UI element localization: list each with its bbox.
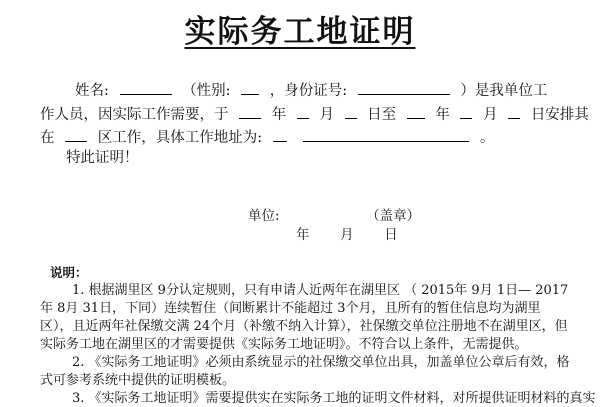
start-month-label: 月 xyxy=(319,107,334,123)
start-year-label: 年 xyxy=(271,107,287,123)
closing-line xyxy=(66,149,139,167)
gender-label: （性别: xyxy=(182,83,231,99)
notes-line-3: 区），且近两年社保缴交满 24个月（补缴不纳入计算），社保缴交单位注册地不在湖里区，但 xyxy=(40,319,568,334)
notes-line-4: 实际务工地在湖里区的才需要提供《实际务工地证明》。不符合以上条件，无需提供。 xyxy=(40,337,528,352)
end-month-label: 月 xyxy=(483,107,498,123)
start-month-blank[interactable] xyxy=(297,104,309,119)
sign-day-label: 日 xyxy=(384,227,398,243)
name-blank[interactable] xyxy=(120,80,172,95)
unit-label: 单位: xyxy=(248,208,280,224)
name-label: 姓名: xyxy=(75,83,109,99)
end-year-blank[interactable] xyxy=(407,104,425,119)
notes-title: 说明： xyxy=(50,265,88,280)
day-to-label: 日至 xyxy=(367,107,397,123)
id-number-blank[interactable] xyxy=(358,80,450,95)
seal-label: （盖章） xyxy=(366,208,421,224)
district-blank[interactable] xyxy=(65,127,87,142)
address-period: 。 xyxy=(479,130,495,146)
id-label: ，身份证号: xyxy=(269,83,348,99)
signature-date-line xyxy=(296,226,398,244)
end-year-label: 年 xyxy=(435,107,450,123)
end-day-blank[interactable] xyxy=(508,104,520,119)
signature-unit-line xyxy=(248,207,420,225)
notes-line-7: 3. 《实际务工地证明》需要提供实在实际务工地的证明文件材料，对所提供证明材料的真实 xyxy=(72,391,596,406)
body-line-3 xyxy=(40,127,494,147)
end-month-blank[interactable] xyxy=(460,104,472,119)
line1-end: ）是我单位工 xyxy=(460,83,548,99)
body-line-1 xyxy=(75,80,547,100)
notes-line-2: 年 8月 31日，下同）连续暂住（间断累计不能超过 3个月，且所有的暂住信息均为湖里 xyxy=(40,301,541,316)
start-day-blank[interactable] xyxy=(345,104,357,119)
address-blank-short[interactable] xyxy=(273,127,287,142)
line2-end: 日安排其 xyxy=(530,107,589,123)
start-year-blank[interactable] xyxy=(239,104,261,119)
line3-start: 在 xyxy=(40,130,55,146)
notes-line-6: 式可参考系统中提供的证明模板。 xyxy=(40,373,236,388)
gender-blank[interactable] xyxy=(241,80,259,95)
document-title: 实际务工地证明 xyxy=(184,14,416,50)
closing-text: 特此证明！ xyxy=(66,150,139,166)
line2-start: 作人员，因实际工作需要，于 xyxy=(40,107,229,123)
address-blank[interactable] xyxy=(303,127,469,142)
notes-line-5: 2. 《实际务工地证明》必须由系统显示的社保缴交单位出具，加盖单位公章后有效，格 xyxy=(72,355,570,370)
sign-month-label: 月 xyxy=(340,227,354,243)
sign-year-label: 年 xyxy=(296,227,310,243)
body-line-2 xyxy=(40,104,589,124)
district-work-label: 区工作，具体工作地址为: xyxy=(97,130,263,146)
notes-line-1: 1. 根据湖里区 9分认定规则，只有申请人近两年在湖里区 （ 2015年 9月 1日— 2017 xyxy=(72,283,569,298)
